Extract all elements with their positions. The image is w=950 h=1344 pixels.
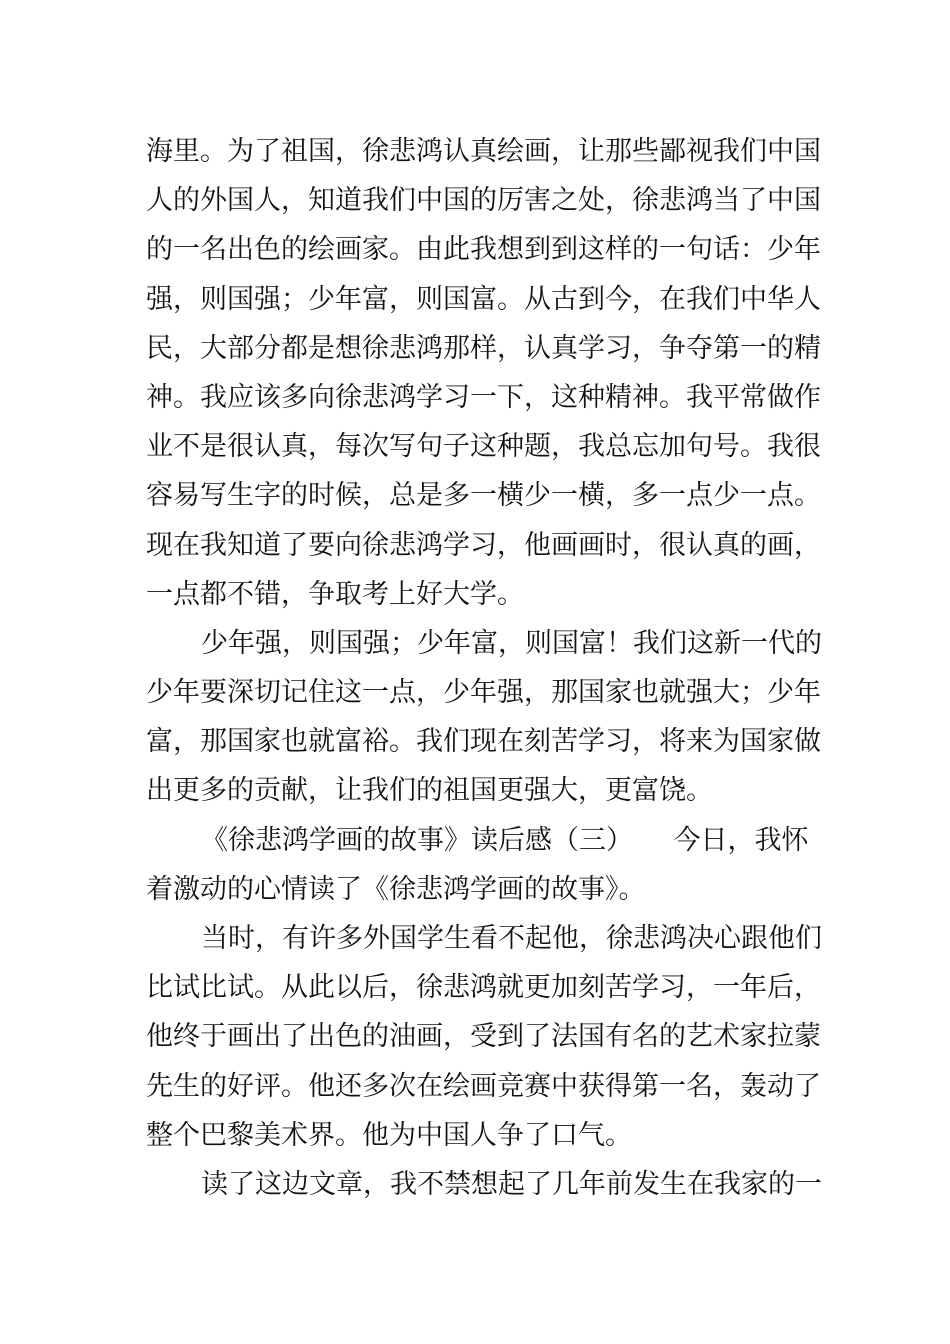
text-line: 现在我知道了要向徐悲鸿学习，他画画时，很认真的画， (146, 529, 821, 561)
document-body (146, 127, 822, 1209)
text-line: 少年要深切记住这一点，少年强，那国家也就强大；少年 (146, 677, 821, 709)
text-line: 富，那国家也就富裕。我们现在刻苦学习，将来为国家做 (146, 726, 821, 758)
text-line: 先生的好评。他还多次在绘画竞赛中获得第一名，轰动了 (146, 1070, 821, 1102)
text-line: 着激动的心情读了《徐悲鸿学画的故事》。 (146, 873, 646, 905)
text-line: 读了这边文章，我不禁想起了几年前发生在我家的一 (201, 1168, 822, 1200)
text-line: 少年强，则国强；少年富，则国富！我们这新一代的 (201, 627, 822, 659)
text-line: 海里。为了祖国，徐悲鸿认真绘画，让那些鄙视我们中国 (146, 136, 821, 167)
paragraph-5 (146, 1160, 822, 1209)
paragraph-2 (146, 619, 822, 816)
text-line: 容易写生字的时候，总是多一横少一横，多一点少一点。 (146, 480, 821, 512)
text-line: 人的外国人，知道我们中国的厉害之处，徐悲鸿当了中国 (146, 185, 821, 217)
text-line: 民，大部分都是想徐悲鸿那样，认真学习，争夺第一的精 (146, 332, 821, 364)
text-line: 业不是很认真，每次写句子这种题，我总忘加句号。我很 (146, 431, 821, 463)
text-line: 整个巴黎美术界。他为中国人争了口气。 (146, 1119, 632, 1151)
paragraph-1 (146, 127, 821, 619)
text-line: 《徐悲鸿学画的故事》读后感（三） 今日，我怀 (201, 824, 809, 856)
text-line: 当时，有许多外国学生看不起他，徐悲鸿决心跟他们 (201, 923, 822, 954)
text-line: 一点都不错，争取考上好大学。 (146, 578, 524, 610)
text-line: 强，则国强；少年富，则国富。从古到今，在我们中华人 (146, 283, 821, 315)
text-line: 神。我应该多向徐悲鸿学习一下，这种精神。我平常做作 (146, 381, 821, 413)
text-line: 的一名出色的绘画家。由此我想到到这样的一句话：少年 (146, 234, 821, 266)
paragraph-3 (146, 816, 809, 914)
text-line: 比试比试。从此以后，徐悲鸿就更加刻苦学习，一年后， (146, 972, 821, 1004)
text-line: 他终于画出了出色的油画，受到了法国有名的艺术家拉蒙 (146, 1021, 821, 1053)
text-line: 出更多的贡献，让我们的祖国更强大，更富饶。 (146, 775, 713, 807)
paragraph-4 (146, 914, 822, 1160)
